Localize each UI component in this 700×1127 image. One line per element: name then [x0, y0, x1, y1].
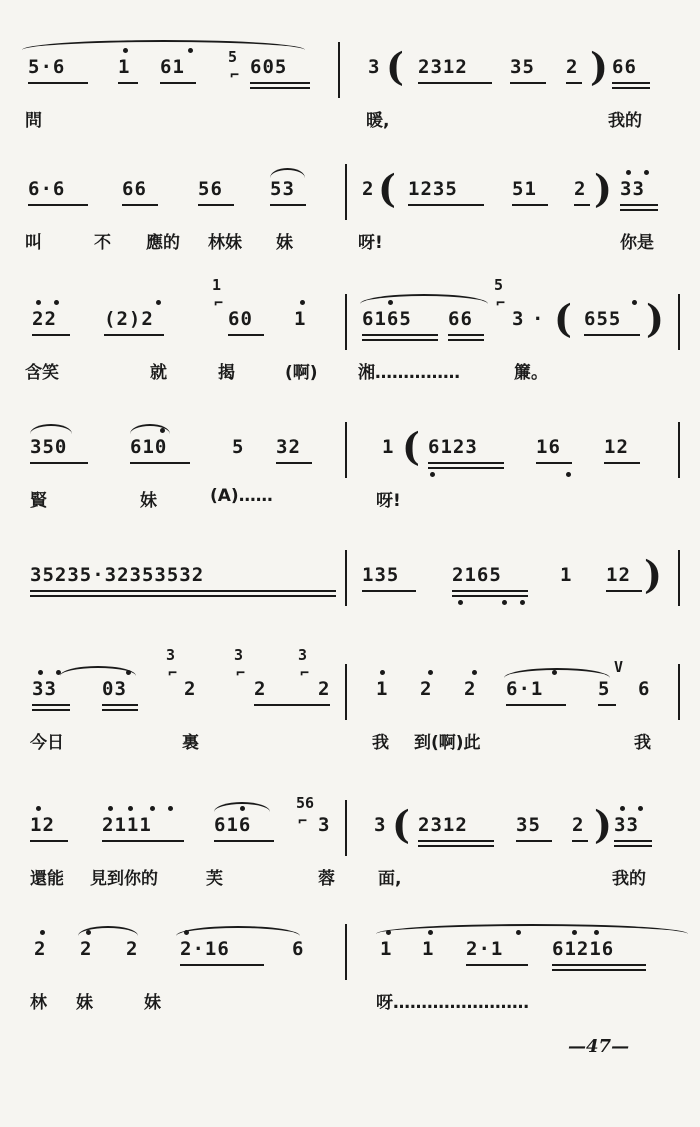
slur: [360, 294, 488, 304]
octave-dot-low: [520, 600, 525, 605]
duration-underline: [250, 82, 310, 84]
duration-underline: [604, 462, 640, 464]
grace-note: 5: [494, 276, 504, 294]
lyric-syllable: 林妹: [208, 233, 242, 253]
grace-mark: ⌐: [496, 294, 506, 312]
lyric-syllable: 呀!: [358, 233, 383, 253]
octave-dot-high: [594, 930, 599, 935]
lyric-syllable: 呀……………………: [376, 993, 529, 1013]
note-group: 33: [620, 178, 645, 200]
breath-mark: V: [614, 658, 624, 676]
note-group: 2: [574, 178, 587, 200]
octave-dot-high: [388, 300, 393, 305]
barline: [678, 550, 680, 606]
lyric-syllable: 呀!: [376, 491, 401, 511]
duration-underline-second: [612, 87, 650, 89]
note-group: 1: [560, 564, 573, 586]
octave-dot-high: [632, 300, 637, 305]
barline: [678, 664, 680, 720]
note-group: 1: [380, 938, 393, 960]
lyric-syllable: 林: [30, 993, 47, 1013]
octave-dot-high: [38, 670, 43, 675]
octave-dot-high: [572, 930, 577, 935]
note-group: 2: [318, 678, 331, 700]
octave-dot-high: [516, 930, 521, 935]
note-group: 32: [276, 436, 301, 458]
octave-dot-high: [168, 806, 173, 811]
octave-dot-high: [156, 300, 161, 305]
open-parenthesis: (: [402, 424, 420, 469]
note-group: ·: [532, 308, 545, 330]
close-parenthesis: ): [590, 44, 608, 89]
octave-dot-low: [430, 472, 435, 477]
octave-dot-low: [502, 600, 507, 605]
duration-underline: [572, 840, 588, 842]
page-number: [568, 1036, 629, 1057]
note-group: 16: [536, 436, 561, 458]
octave-dot-high: [620, 806, 625, 811]
duration-underline-second: [620, 209, 658, 211]
barline: [338, 42, 340, 98]
grace-mark: ⌐: [298, 812, 308, 830]
grace-note: 56: [296, 794, 315, 812]
note-group: 2·1: [466, 938, 504, 960]
duration-underline: [408, 204, 484, 206]
staff-system: [0, 270, 700, 390]
note-group: 3: [374, 814, 387, 836]
duration-underline: [228, 334, 264, 336]
note-group: 56: [198, 178, 223, 200]
note-group: 12: [30, 814, 55, 836]
lyric-syllable: 就: [150, 363, 167, 383]
note-group: 6·1: [506, 678, 544, 700]
barline: [345, 294, 347, 350]
close-parenthesis: ): [594, 802, 612, 847]
octave-dot-high: [160, 428, 165, 433]
note-group: 2: [184, 678, 197, 700]
duration-underline: [536, 462, 572, 464]
duration-underline-second: [32, 709, 70, 711]
duration-underline: [606, 590, 642, 592]
slur: [504, 668, 610, 678]
note-group: 61: [160, 56, 185, 78]
staff-system: [0, 526, 700, 646]
lyric-syllable: 我的: [612, 869, 646, 889]
note-group: 1: [118, 56, 131, 78]
octave-dot-high: [36, 806, 41, 811]
note-group: 2: [254, 678, 267, 700]
octave-dot-high: [626, 170, 631, 175]
duration-underline: [276, 462, 312, 464]
note-group: 5: [598, 678, 611, 700]
duration-underline: [214, 840, 274, 842]
note-group: 53: [270, 178, 295, 200]
duration-underline: [30, 840, 68, 842]
lyric-syllable: 裏: [182, 733, 199, 753]
octave-dot-high: [428, 930, 433, 935]
lyric-syllable: 我: [634, 733, 651, 753]
close-parenthesis: ): [594, 166, 612, 211]
duration-underline: [466, 964, 528, 966]
slur: [270, 168, 305, 178]
slur: [30, 424, 72, 434]
octave-dot-low: [566, 472, 571, 477]
duration-underline: [32, 704, 70, 706]
slur: [22, 40, 305, 50]
note-group: 2: [34, 938, 47, 960]
barline: [345, 422, 347, 478]
note-group: 33: [614, 814, 639, 836]
lyric-syllable: 叫: [25, 233, 42, 253]
page-number-dash-left: —: [568, 1036, 586, 1057]
grace-note: 1: [212, 276, 222, 294]
staff-system: [0, 140, 700, 260]
duration-underline: [28, 204, 88, 206]
octave-dot-high: [386, 930, 391, 935]
note-group: 6123: [428, 436, 478, 458]
duration-underline: [418, 840, 494, 842]
octave-dot-low: [458, 600, 463, 605]
open-parenthesis: (: [392, 802, 410, 847]
note-group: 616: [214, 814, 252, 836]
duration-underline: [428, 462, 504, 464]
note-group: (2)2: [104, 308, 154, 330]
grace-note: 5: [228, 48, 238, 66]
octave-dot-high: [108, 806, 113, 811]
lyric-syllable: 今日: [30, 733, 64, 753]
grace-mark: ⌐: [300, 664, 310, 682]
grace-note: 3: [234, 646, 244, 664]
note-group: 66: [612, 56, 637, 78]
note-group: 35: [510, 56, 535, 78]
open-parenthesis: (: [378, 166, 396, 211]
note-group: 2: [362, 178, 375, 200]
slur: [60, 666, 136, 676]
close-parenthesis: ): [646, 296, 664, 341]
lyric-syllable: 還能: [30, 869, 64, 889]
duration-underline: [130, 462, 190, 464]
close-parenthesis: ): [644, 552, 662, 597]
staff-system: [0, 900, 700, 1020]
note-group: 2: [126, 938, 139, 960]
duration-underline: [30, 462, 88, 464]
lyric-syllable: (A)……: [210, 486, 273, 506]
octave-dot-high: [86, 930, 91, 935]
duration-underline-second: [418, 845, 494, 847]
duration-underline: [510, 82, 546, 84]
note-group: 605: [250, 56, 288, 78]
barline: [345, 664, 347, 720]
duration-underline: [32, 334, 70, 336]
lyric-syllable: 暖,: [366, 111, 390, 131]
slur: [176, 926, 300, 936]
duration-underline: [574, 204, 590, 206]
octave-dot-high: [428, 670, 433, 675]
staff-system: [0, 640, 700, 760]
note-group: 1: [382, 436, 395, 458]
page-number-text: 47: [586, 1036, 612, 1057]
duration-underline-second: [428, 467, 504, 469]
lyric-syllable: 不: [94, 233, 111, 253]
note-group: 1: [376, 678, 389, 700]
grace-note: 3: [166, 646, 176, 664]
lyric-syllable: 妹: [76, 993, 93, 1013]
barline: [345, 550, 347, 606]
duration-underline: [418, 82, 492, 84]
octave-dot-high: [380, 670, 385, 675]
duration-underline: [452, 590, 528, 592]
lyric-syllable: 揭: [218, 363, 235, 383]
note-group: 2312: [418, 814, 468, 836]
octave-dot-high: [40, 930, 45, 935]
octave-dot-high: [56, 670, 61, 675]
lyric-syllable: 蓉: [318, 869, 335, 889]
duration-underline: [516, 840, 552, 842]
duration-underline: [254, 704, 330, 706]
lyric-syllable: 到(啊)此: [414, 733, 481, 753]
duration-underline: [270, 204, 306, 206]
note-group: 35235·32353532: [30, 564, 205, 586]
octave-dot-high: [184, 930, 189, 935]
lyric-syllable: 妹: [144, 993, 161, 1013]
note-group: 2: [464, 678, 477, 700]
note-group: 66: [122, 178, 147, 200]
note-group: 12: [604, 436, 629, 458]
lyric-syllable: 你是: [620, 233, 654, 253]
note-group: 66: [448, 308, 473, 330]
lyric-syllable: 湘……………: [358, 363, 460, 383]
duration-underline-second: [448, 339, 484, 341]
note-group: 35: [516, 814, 541, 836]
note-group: 6165: [362, 308, 412, 330]
duration-underline: [180, 964, 264, 966]
lyric-syllable: 問: [25, 111, 42, 131]
octave-dot-high: [552, 670, 557, 675]
octave-dot-high: [126, 670, 131, 675]
octave-dot-high: [123, 48, 128, 53]
staff-system: [0, 776, 700, 896]
staff-system: [0, 398, 700, 518]
note-group: 3: [368, 56, 381, 78]
duration-underline: [598, 704, 616, 706]
lyric-syllable: 見到你的: [90, 869, 158, 889]
note-group: 5: [232, 436, 245, 458]
barline: [678, 294, 680, 350]
note-group: 350: [30, 436, 68, 458]
lyric-syllable: (啊): [285, 363, 318, 383]
note-group: 3: [512, 308, 525, 330]
duration-underline: [104, 334, 164, 336]
note-group: 61216: [552, 938, 615, 960]
octave-dot-high: [240, 806, 245, 811]
octave-dot-high: [54, 300, 59, 305]
duration-underline: [122, 204, 158, 206]
note-group: 2: [566, 56, 579, 78]
note-group: 6·6: [28, 178, 66, 200]
duration-underline: [118, 82, 138, 84]
duration-underline: [584, 334, 640, 336]
octave-dot-high: [300, 300, 305, 305]
note-group: 1: [422, 938, 435, 960]
barline: [345, 924, 347, 980]
grace-mark: ⌐: [236, 664, 246, 682]
barline: [345, 800, 347, 856]
lyric-syllable: 應的: [146, 233, 180, 253]
duration-underline: [566, 82, 582, 84]
barline: [345, 164, 347, 220]
octave-dot-high: [150, 806, 155, 811]
note-group: 3: [318, 814, 331, 836]
lyric-syllable: 含笑: [25, 363, 59, 383]
octave-dot-high: [36, 300, 41, 305]
octave-dot-high: [644, 170, 649, 175]
note-group: 03: [102, 678, 127, 700]
duration-underline-second: [102, 709, 138, 711]
open-parenthesis: (: [386, 44, 404, 89]
octave-dot-high: [472, 670, 477, 675]
note-group: 5·6: [28, 56, 66, 78]
page-number-dash-right: —: [611, 1036, 630, 1057]
lyric-syllable: 面,: [378, 869, 402, 889]
note-group: 135: [362, 564, 400, 586]
note-group: 2111: [102, 814, 152, 836]
grace-mark: ⌐: [168, 664, 178, 682]
grace-note: 3: [298, 646, 308, 664]
duration-underline: [512, 204, 548, 206]
open-parenthesis: (: [554, 296, 572, 341]
note-group: 6: [638, 678, 651, 700]
duration-underline: [362, 334, 438, 336]
lyric-syllable: 我的: [608, 111, 642, 131]
duration-underline: [160, 82, 196, 84]
duration-underline-second: [552, 969, 646, 971]
note-group: 51: [512, 178, 537, 200]
note-group: 1235: [408, 178, 458, 200]
duration-underline: [198, 204, 234, 206]
note-group: 2312: [418, 56, 468, 78]
slur: [376, 924, 688, 934]
lyric-syllable: 妹: [140, 491, 157, 511]
duration-underline: [30, 590, 336, 592]
note-group: 1: [294, 308, 307, 330]
duration-underline: [102, 840, 184, 842]
barline: [678, 422, 680, 478]
lyric-syllable: 芙: [206, 869, 223, 889]
duration-underline: [28, 82, 88, 84]
note-group: 22: [32, 308, 57, 330]
note-group: 6: [292, 938, 305, 960]
duration-underline: [448, 334, 484, 336]
note-group: 60: [228, 308, 253, 330]
note-group: 33: [32, 678, 57, 700]
duration-underline: [506, 704, 566, 706]
duration-underline-second: [362, 339, 438, 341]
note-group: 2: [572, 814, 585, 836]
note-group: 2: [80, 938, 93, 960]
duration-underline: [362, 590, 416, 592]
duration-underline: [620, 204, 658, 206]
note-group: 2·16: [180, 938, 230, 960]
note-group: 610: [130, 436, 168, 458]
grace-mark: ⌐: [230, 66, 240, 84]
duration-underline: [614, 840, 652, 842]
grace-mark: ⌐: [214, 294, 224, 312]
note-group: 655: [584, 308, 622, 330]
duration-underline-second: [614, 845, 652, 847]
lyric-syllable: 賢: [30, 491, 47, 511]
staff-system: [0, 18, 700, 138]
duration-underline-second: [452, 595, 528, 597]
duration-underline: [552, 964, 646, 966]
octave-dot-high: [638, 806, 643, 811]
octave-dot-high: [128, 806, 133, 811]
lyric-syllable: 簾。: [514, 363, 548, 383]
note-group: 2: [420, 678, 433, 700]
duration-underline: [612, 82, 650, 84]
lyric-syllable: 我: [372, 733, 389, 753]
note-group: 2165: [452, 564, 502, 586]
lyric-syllable: 妹: [276, 233, 293, 253]
octave-dot-high: [188, 48, 193, 53]
duration-underline: [102, 704, 138, 706]
note-group: 12: [606, 564, 631, 586]
duration-underline-second: [250, 87, 310, 89]
duration-underline-second: [30, 595, 336, 597]
